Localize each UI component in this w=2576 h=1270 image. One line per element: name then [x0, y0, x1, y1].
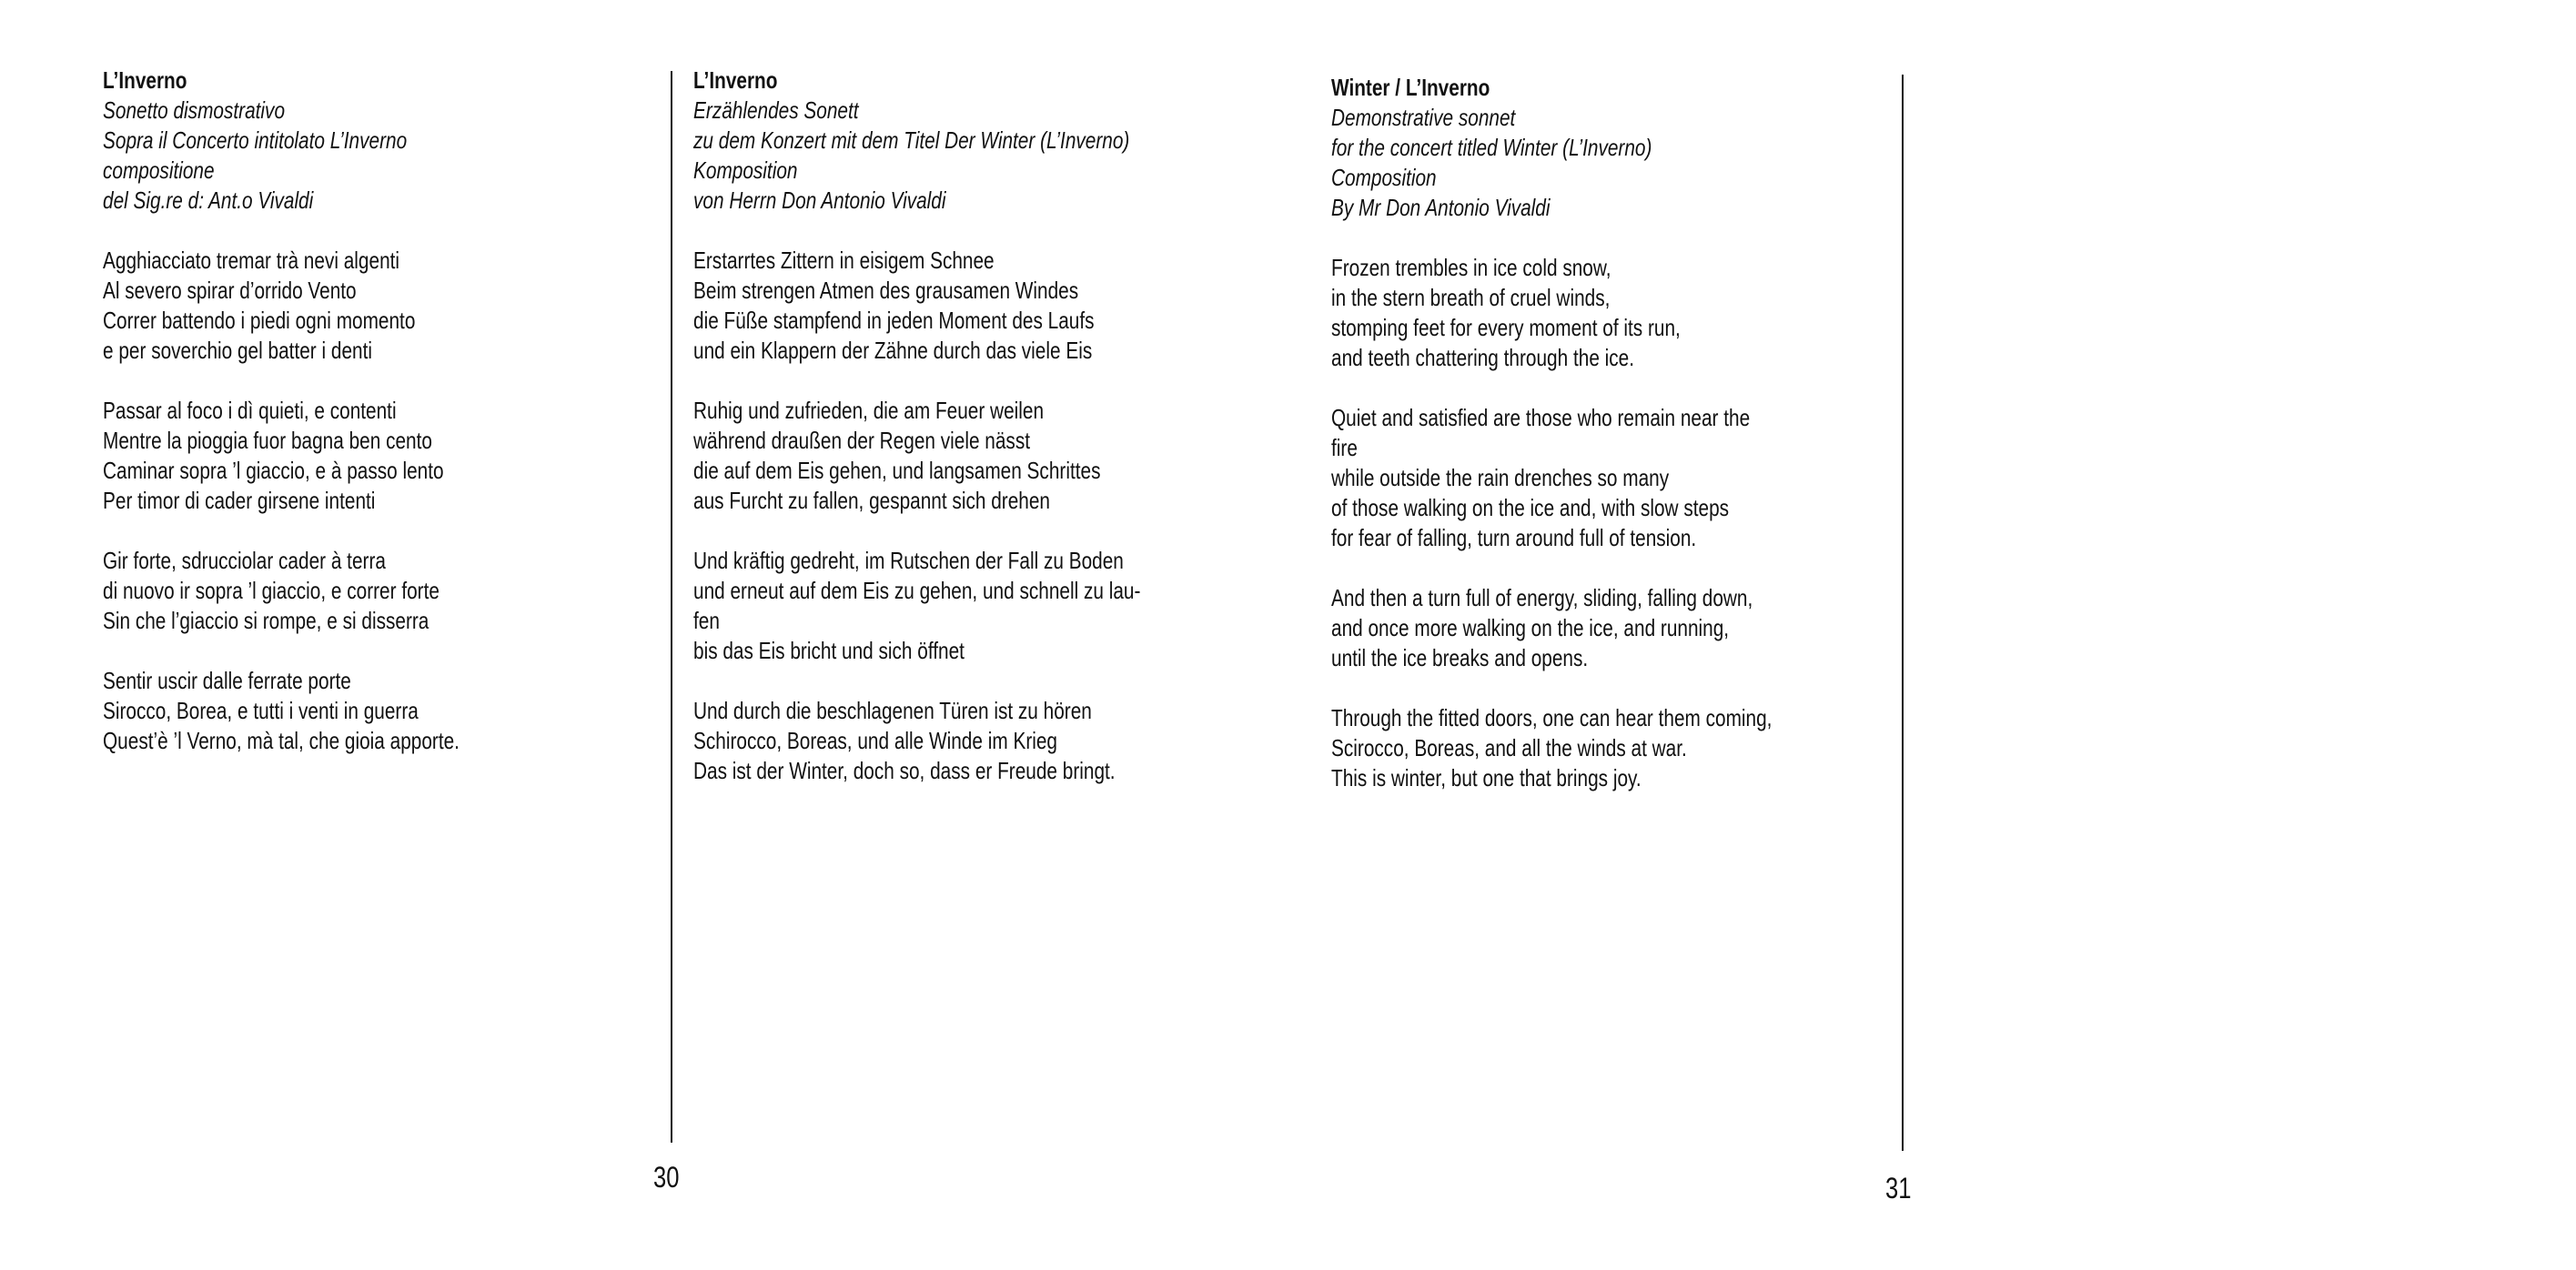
- poem-subtitle-line: Sonetto dismostrativo: [103, 96, 286, 124]
- verse-line: Sin che l’giaccio si rompe, e si disserra: [103, 607, 429, 634]
- stanza: [693, 546, 1276, 666]
- poem-subtitle-line: Sopra il Concerto intitolato L’Inverno: [103, 126, 408, 154]
- verse-line: while outside the rain drenches so many: [1331, 464, 1670, 491]
- verse-line: Correr battendo i piedi ogni momento: [103, 307, 416, 334]
- stanza: [103, 546, 685, 636]
- german-column: [693, 66, 1276, 786]
- stanza: [103, 666, 685, 756]
- stanza: [693, 246, 1276, 366]
- verse-line: Quest’è ’l Verno, mà tal, che gioia apporte.: [103, 727, 460, 754]
- stanza: [1331, 583, 1914, 673]
- verse-line: und erneut auf dem Eis zu gehen, und schnell zu lau-: [693, 577, 1141, 604]
- verse-line: aus Furcht zu fallen, gespannt sich drehen: [693, 487, 1050, 514]
- poem-subtitle-line: compositione: [103, 156, 215, 184]
- poem-subtitle-line: zu dem Konzert mit dem Titel Der Winter (L’Inverno): [693, 126, 1130, 154]
- verse-line: Al severo spirar d’orrido Vento: [103, 277, 357, 304]
- verse-line: fire: [1331, 434, 1358, 461]
- verse-line: die auf dem Eis gehen, und langsamen Schrittes: [693, 457, 1101, 484]
- stanza: [1331, 253, 1914, 373]
- stanza: [1331, 403, 1914, 553]
- verse-line: and teeth chattering through the ice.: [1331, 344, 1635, 371]
- verse-line: in the stern breath of cruel winds,: [1331, 284, 1611, 311]
- poem-title: Winter / L’Inverno: [1331, 74, 1490, 101]
- verse-line: Und durch die beschlagenen Türen ist zu hören: [693, 697, 1092, 724]
- poem-subtitle-line: Composition: [1331, 164, 1437, 191]
- verse-line: stomping feet for every moment of its run,: [1331, 314, 1681, 341]
- stanza: [693, 696, 1276, 786]
- verse-line: und ein Klappern der Zähne durch das viele Eis: [693, 337, 1093, 364]
- verse-line: Quiet and satisfied are those who remain near the: [1331, 404, 1751, 431]
- verse-line: Agghiacciato tremar trà nevi algenti: [103, 247, 400, 274]
- verse-line: Through the fitted doors, one can hear them coming,: [1331, 704, 1773, 731]
- verse-line: die Füße stampfend in jeden Moment des Laufs: [693, 307, 1095, 334]
- verse-line: And then a turn full of energy, sliding, falling down,: [1331, 584, 1753, 611]
- page-number-right: 31: [1885, 1172, 1912, 1204]
- poem-subtitle-line: Demonstrative sonnet: [1331, 104, 1516, 131]
- verse-line: Sentir uscir dalle ferrate porte: [103, 667, 351, 694]
- stanza: [103, 396, 685, 516]
- poem-subtitle-line: del Sig.re d: Ant.o Vivaldi: [103, 186, 314, 214]
- verse-line: bis das Eis bricht und sich öffnet: [693, 637, 965, 664]
- verse-line: fen: [693, 607, 720, 634]
- poem-subtitle-line: By Mr Don Antonio Vivaldi: [1331, 194, 1551, 221]
- verse-line: of those walking on the ice and, with slow steps: [1331, 494, 1730, 521]
- stanza: [1331, 703, 1914, 793]
- column-divider-left: [671, 71, 672, 1143]
- verse-line: e per soverchio gel batter i denti: [103, 337, 372, 364]
- verse-line: for fear of falling, turn around full of tension.: [1331, 524, 1697, 551]
- verse-line: Caminar sopra ’l giaccio, e à passo lento: [103, 457, 444, 484]
- stanza: [693, 396, 1276, 516]
- verse-line: and once more walking on the ice, and running,: [1331, 614, 1730, 641]
- verse-line: di nuovo ir sopra ’l giaccio, e correr forte: [103, 577, 439, 604]
- verse-line: Sirocco, Borea, e tutti i venti in guerra: [103, 697, 419, 724]
- poem-title: L’Inverno: [103, 66, 187, 94]
- verse-line: Gir forte, sdrucciolar cader à terra: [103, 547, 386, 574]
- verse-line: Und kräftig gedreht, im Rutschen der Fall zu Boden: [693, 547, 1124, 574]
- verse-line: Ruhig und zufrieden, die am Feuer weilen: [693, 397, 1045, 424]
- verse-line: Per timor di cader girsene intenti: [103, 487, 376, 514]
- column-divider-right: [1902, 75, 1904, 1151]
- stanza: [103, 246, 685, 366]
- verse-line: Erstarrtes Zittern in eisigem Schnee: [693, 247, 995, 274]
- page-number-left: 30: [653, 1161, 680, 1194]
- poem-subtitle-line: von Herrn Don Antonio Vivaldi: [693, 186, 946, 214]
- poem-subtitle-line: for the concert titled Winter (L’Inverno): [1331, 134, 1652, 161]
- verse-line: während draußen der Regen viele nässt: [693, 427, 1031, 454]
- verse-line: Frozen trembles in ice cold snow,: [1331, 254, 1611, 281]
- verse-line: Das ist der Winter, doch so, dass er Freude bringt.: [693, 757, 1116, 784]
- poem-subtitle-line: Erzählendes Sonett: [693, 96, 859, 124]
- italian-column: [103, 66, 685, 756]
- verse-line: Passar al foco i dì quieti, e contenti: [103, 397, 397, 424]
- poem-title: L’Inverno: [693, 66, 778, 94]
- verse-line: This is winter, but one that brings joy.: [1331, 764, 1642, 791]
- verse-line: Beim strengen Atmen des grausamen Windes: [693, 277, 1079, 304]
- english-column: [1331, 73, 1914, 793]
- verse-line: Scirocco, Boreas, and all the winds at war.: [1331, 734, 1687, 761]
- verse-line: until the ice breaks and opens.: [1331, 644, 1589, 671]
- verse-line: Schirocco, Boreas, und alle Winde im Krieg: [693, 727, 1058, 754]
- poem-subtitle-line: Komposition: [693, 156, 798, 184]
- verse-line: Mentre la pioggia fuor bagna ben cento: [103, 427, 432, 454]
